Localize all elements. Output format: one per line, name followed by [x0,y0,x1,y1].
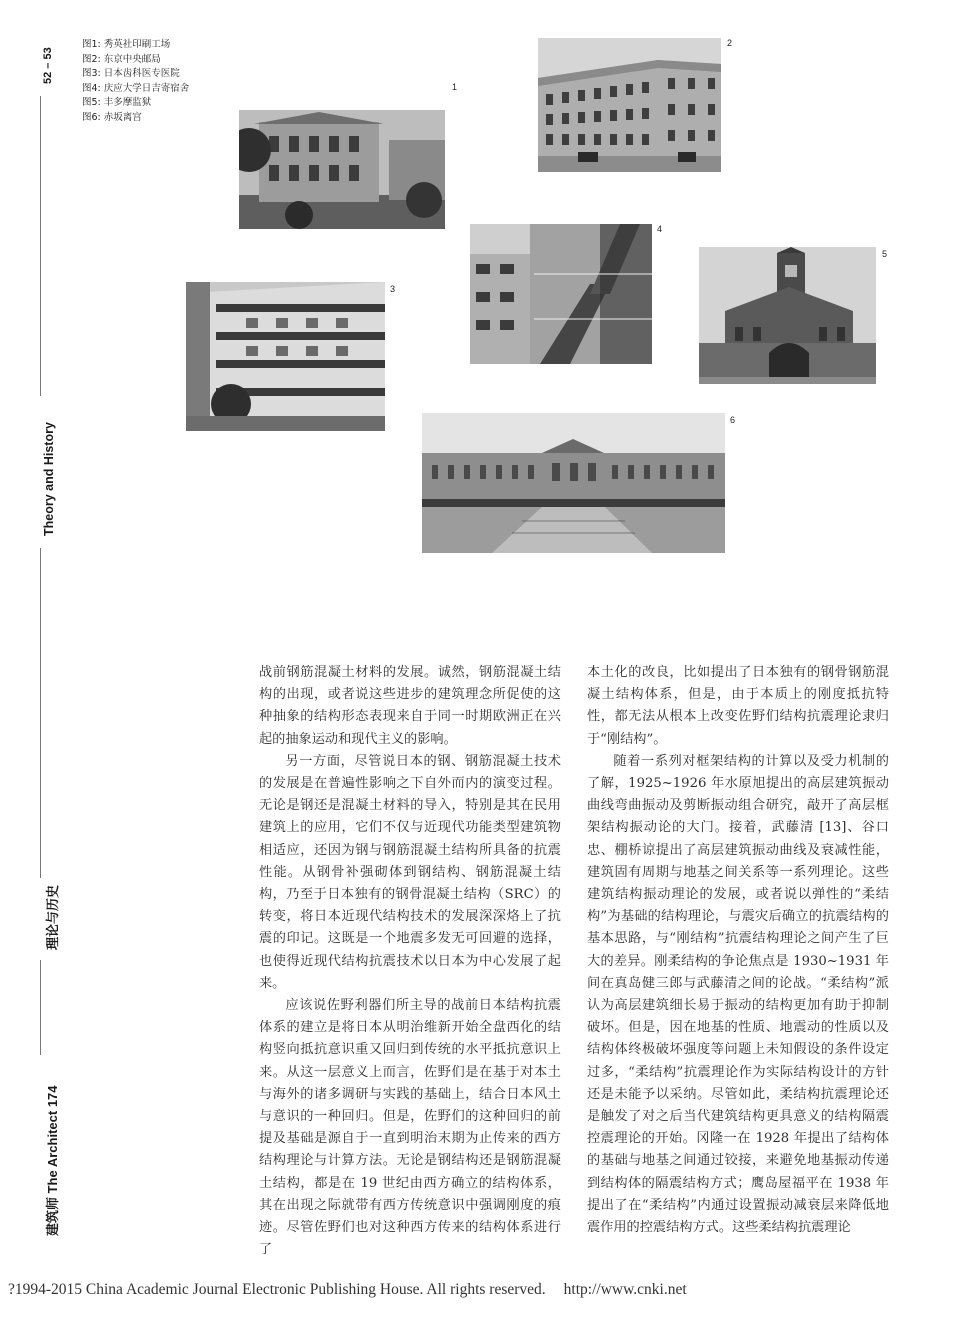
section-title-en: Theory and History [42,422,56,536]
photo-number: 6 [730,415,736,425]
body-column-left [259,662,561,1261]
sidebar-divider [40,548,41,878]
photo-4 [470,224,652,364]
copyright-footer [8,1281,687,1299]
paragraph: 应该说佐野利器们所主导的战前日本结构抗震体系的建立是将日本从明治维新开始全盘西化的结构竖向抵抗意识重又回归到传统的水平抵抗意识上来。从这一层意义上而言，佐野们是在基于对本土与海外的诸多调研与实践的基础上，结合日本风土与意识的一种回归。但是，佐野们的这种回归的前提及基础是源自于一直到明治末期为止传来的西方结构理论与计算方法。无论是钢结构还是钢筋混凝土结构，都是在 19 世纪由西方确立的结构体系，其在出现之际就带有西方传统意识中强调刚度的痕迹。尽管佐野们也对这种西方传来的结构体系进行了 [259,998,561,1258]
caption: 图6: 赤坂离宫 [82,111,142,123]
sidebar-divider [40,96,41,396]
paragraph: 本土化的改良，比如提出了日本独有的钢骨钢筋混凝土结构体系，但是，由于本质上的刚度抵抗特性，都无法从根本上改变佐野们结构抗震理论隶归于“刚结构”。 [587,665,889,747]
photo-number: 1 [452,82,458,92]
caption: 图4: 庆应大学日吉寄宿舍 [82,82,190,94]
caption: 图2: 东京中央邮局 [82,53,161,65]
section-title-cn: 理论与历史 [45,884,60,950]
figure-captions [82,38,189,126]
photo-number: 5 [882,249,888,259]
paragraph: 随着一系列对框架结构的计算以及受力机制的了解，1925~1926 年水原旭提出的高层建筑振动曲线弯曲振动及剪断振动组合研究，敲开了高层框架结构振动论的大门。接着，武藤清 [13]、谷口忠、棚桥谅提出了高层建筑振动曲线及衰减性能，建筑固有周期与地基之间关系等一系列理论。这些建筑结构振动理论的发展，或者说以弹性的“柔结构”为基础的结构理论，与震灾后确立的抗震结构的基本思路，与“刚结构”抗震结构理论之间产生了巨大的差异。刚柔结构的争论焦点是 1930~1931 年间在真岛健三郎与武藤清之间的论战。“柔结构”派认为高层建筑细长易于振动的结构更加有助于抑制破坏。但是，因在地基的性质、地震动的性质以及结构体终极破坏强度等问题上未知假设的条件设定过多，“柔结构”抗震理论作为实际结构设计的方针还是未能予以采纳。尽管如此，柔结构抗震理论还是触发了对之后当代建筑结构更具意义的结构隔震控震理论的开始。冈隆一在 1928 年提出了结构体的基础与地基之间通过铰接，来避免地基振动传递到结构体的隔震结构方式；鹰岛屋福平在 1938 年提出了在“柔结构”内通过设置振动减衰层来降低地震作用的控震结构方式。这些柔结构抗震理论 [587,753,889,1236]
copyright-text: ?1994-2015 China Academic Journal Electronic Publishing House. All rights reserved. [8,1281,546,1298]
photo-6 [422,413,725,553]
paragraph: 另一方面，尽管说日本的钢、钢筋混凝土技术的发展是在普遍性影响之下自外而内的演变过程。无论是钢还是混凝土材料的导入，特别是其在民用建筑上的应用，它们不仅与近现代功能类型建筑物相适应，还因为钢与钢筋混凝土结构所具备的抗震性能。从钢骨补强砌体到钢结构、钢筋混凝土结构，乃至于日本独有的钢骨混凝土结构（SRC）的转变，将日本近现代结构技术的发展深深烙上了抗震的印记。这既是一个地震多发无可回避的选择，也使得近现代结构抗震技术以日本为中心发展了起来。 [259,753,561,991]
caption: 图3: 日本齿科医专医院 [82,68,180,80]
paragraph: 战前钢筋混凝土材料的发展。诚然，钢筋混凝土结构的出现，或者说这些进步的建筑理念所促使的这种抽象的结构形态表现来自于同一时期欧洲正在兴起的抽象运动和现代主义的影响。 [259,665,561,747]
journal-name: 建筑师 The Architect 174 [45,1085,60,1236]
photo-2 [538,38,721,172]
photo-3 [186,282,385,431]
photo-5 [699,247,876,384]
caption: 图1: 秀英社印刷工场 [82,39,171,50]
caption: 图5: 丰多摩监狱 [82,97,152,109]
sidebar-divider [40,960,41,1055]
photo-1 [239,110,445,229]
photo-number: 2 [727,38,733,48]
footer-url[interactable]: http://www.cnki.net [563,1281,687,1298]
photo-number: 3 [390,284,396,294]
body-column-right [587,662,889,1239]
page-numbers: 52 – 53 [42,47,54,84]
photo-number: 4 [657,224,663,234]
